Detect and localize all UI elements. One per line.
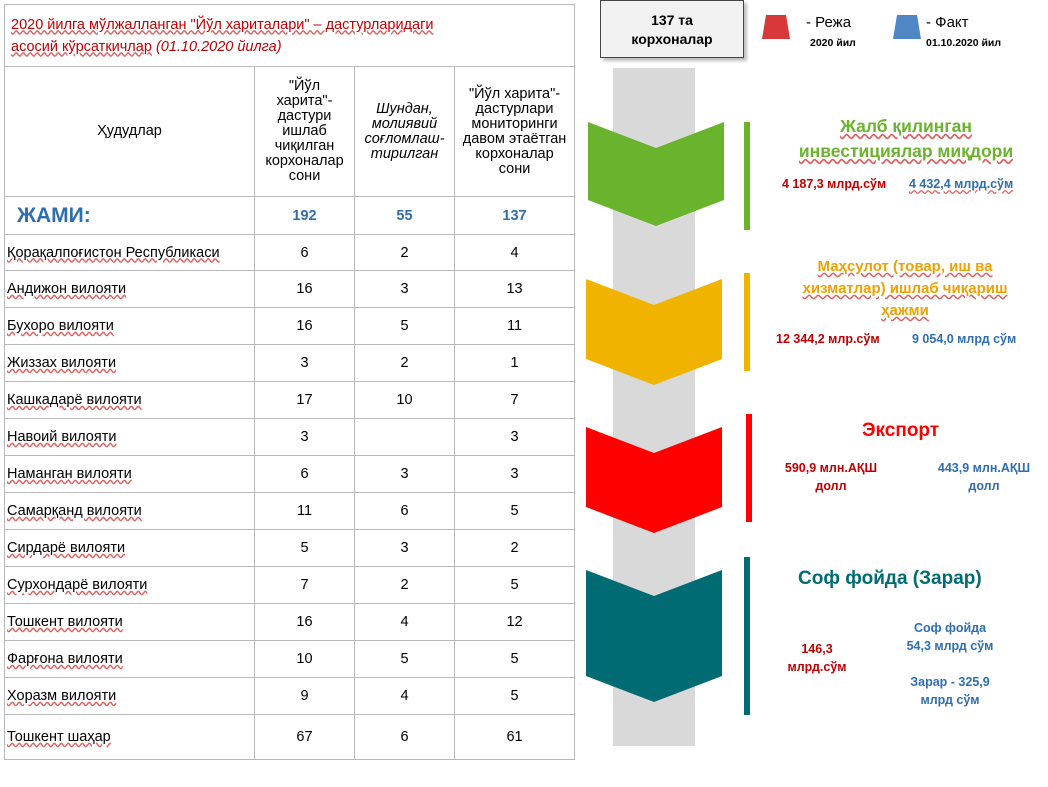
production-plan: 12 344,2 млр.сўм	[776, 332, 880, 346]
table-title-row	[5, 5, 575, 67]
col-header-roadmap-count: "Йўл харита"-дастури ишлаб чиқилган корхоналар сони	[255, 67, 355, 197]
table-row	[5, 271, 575, 308]
export-fact-value: 443,9 млн.АҚШ	[937, 461, 1031, 475]
legend-plan-label: - Режа	[806, 14, 852, 31]
recovered-count: 2	[355, 567, 455, 604]
recovered-count: 5	[355, 308, 455, 345]
recovered-count: 6	[355, 493, 455, 530]
divider-profit	[744, 557, 750, 715]
export-plan	[776, 459, 886, 495]
roadmap-count: 67	[255, 715, 355, 760]
table-row	[5, 678, 575, 715]
monitoring-count: 7	[455, 382, 575, 419]
monitoring-count: 11	[455, 308, 575, 345]
region-name: Фарғона вилояти	[5, 641, 255, 678]
profit-fact-net-value: 54,3 млрд сўм	[906, 639, 994, 653]
monitoring-count: 1	[455, 345, 575, 382]
investments-title	[770, 114, 1042, 164]
total-c1: 192	[255, 197, 355, 235]
table-row	[5, 235, 575, 271]
table-row	[5, 456, 575, 493]
profit-fact-net	[894, 619, 1006, 655]
profit-fact-loss-unit: млрд сўм	[920, 693, 980, 707]
export-title: Экспорт	[862, 420, 940, 441]
table-header-row	[5, 67, 575, 197]
legend-fact-date: 01.10.2020 йил	[926, 37, 1002, 49]
legend-plan-swatch	[762, 15, 790, 39]
profit-title: Соф фойда (Зарар)	[798, 568, 982, 589]
profit-fact-net-label: Соф фойда	[913, 621, 987, 635]
table-body	[5, 235, 575, 760]
export-plan-value: 590,9 млн.АҚШ	[784, 461, 878, 475]
roadmap-count: 5	[255, 530, 355, 567]
profit-plan-value: 146,3	[801, 642, 833, 656]
table-row	[5, 567, 575, 604]
region-name: Сирдарё вилояти	[5, 530, 255, 567]
table-row	[5, 308, 575, 345]
chevron-export	[586, 423, 722, 535]
roadmap-count: 10	[255, 641, 355, 678]
recovered-count	[355, 419, 455, 456]
divider-investments	[744, 122, 750, 230]
monitoring-count: 5	[455, 641, 575, 678]
recovered-count: 3	[355, 456, 455, 493]
chevron-investments	[588, 118, 724, 228]
col-header-recovered: Шундан, молиявий соғломлаш-тирилган	[355, 67, 455, 197]
monitoring-count: 61	[455, 715, 575, 760]
recovered-count: 5	[355, 641, 455, 678]
companies-label: корхоналар	[631, 31, 713, 47]
title-line1: 2020 йилга мўлжалланган "Йўл хариталари" – дастурларидаги	[11, 16, 434, 33]
chevron-profit	[586, 566, 722, 706]
col-header-monitoring: "Йўл харита"-дастурлари мониторинги давом этаётган корхоналар сони	[455, 67, 575, 197]
production-title-line1: Маҳсулот (товар, иш ва	[817, 258, 993, 275]
legend-fact-label: - Факт	[926, 14, 969, 31]
table-row	[5, 493, 575, 530]
region-name: Сурхондарё вилояти	[5, 567, 255, 604]
roadmap-count: 16	[255, 308, 355, 345]
region-name: Самарқанд вилояти	[5, 493, 255, 530]
export-fact-unit: долл	[968, 479, 1000, 493]
roadmap-count: 6	[255, 235, 355, 271]
production-title-line3: ҳажми	[881, 302, 929, 319]
table-row	[5, 604, 575, 641]
total-label: ЖАМИ:	[5, 197, 255, 235]
profit-plan	[782, 640, 852, 676]
roadmap-count: 3	[255, 419, 355, 456]
monitoring-count: 3	[455, 456, 575, 493]
regions-table	[4, 4, 575, 760]
roadmap-count: 3	[255, 345, 355, 382]
roadmap-count: 11	[255, 493, 355, 530]
profit-fact-loss	[894, 673, 1006, 709]
table-row	[5, 530, 575, 567]
regions-table-wrapper	[4, 4, 574, 760]
companies-count: 137 та	[651, 12, 693, 28]
roadmap-count: 7	[255, 567, 355, 604]
investments-title-line2: инвестициялар миқдори	[798, 141, 1014, 161]
recovered-count: 3	[355, 271, 455, 308]
recovered-count: 3	[355, 530, 455, 567]
monitoring-count: 13	[455, 271, 575, 308]
legend-fact-swatch	[893, 15, 921, 39]
total-c2: 55	[355, 197, 455, 235]
roadmap-count: 6	[255, 456, 355, 493]
investments-plan: 4 187,3 млрд.сўм	[782, 177, 887, 191]
total-row	[5, 197, 575, 235]
region-name: Қорақалпоғистон Республикаси	[5, 235, 255, 271]
production-title	[770, 256, 1040, 322]
region-name: Тошкент вилояти	[5, 604, 255, 641]
table-row	[5, 345, 575, 382]
title-date: (01.10.2020 йилга)	[155, 38, 282, 55]
legend-plan-year: 2020 йил	[810, 37, 856, 49]
monitoring-count: 5	[455, 567, 575, 604]
monitoring-count: 2	[455, 530, 575, 567]
monitoring-count: 5	[455, 493, 575, 530]
chevron-production	[586, 275, 722, 387]
region-name: Жиззах вилояти	[5, 345, 255, 382]
roadmap-count: 17	[255, 382, 355, 419]
region-name: Кашкадарё вилояти	[5, 382, 255, 419]
table-row	[5, 641, 575, 678]
recovered-count: 2	[355, 235, 455, 271]
divider-export	[746, 414, 752, 522]
roadmap-count: 16	[255, 604, 355, 641]
profit-fact-loss-value: Зарар - 325,9	[910, 675, 990, 689]
monitoring-count: 4	[455, 235, 575, 271]
table-row	[5, 419, 575, 456]
investments-fact: 4 432,4 млрд.сўм	[909, 177, 1014, 191]
recovered-count: 2	[355, 345, 455, 382]
col-header-region: Ҳудудлар	[5, 67, 255, 197]
region-name: Наманган вилояти	[5, 456, 255, 493]
recovered-count: 4	[355, 678, 455, 715]
region-name: Тошкент шаҳар	[5, 715, 255, 760]
table-row	[5, 382, 575, 419]
region-name: Навоий вилояти	[5, 419, 255, 456]
investments-title-line1: Жалб қилинган	[840, 116, 972, 136]
total-c3: 137	[455, 197, 575, 235]
monitoring-count: 3	[455, 419, 575, 456]
table-row	[5, 715, 575, 760]
table-title	[5, 5, 575, 67]
region-name: Андижон вилояти	[5, 271, 255, 308]
region-name: Бухоро вилояти	[5, 308, 255, 345]
profit-plan-unit: млрд.сўм	[787, 660, 847, 674]
monitoring-count: 12	[455, 604, 575, 641]
recovered-count: 4	[355, 604, 455, 641]
roadmap-count: 9	[255, 678, 355, 715]
region-name: Хоразм вилояти	[5, 678, 255, 715]
roadmap-count: 16	[255, 271, 355, 308]
title-line2: асосий кўрсаткичлар	[11, 38, 152, 55]
recovered-count: 10	[355, 382, 455, 419]
export-plan-unit: долл	[815, 479, 847, 493]
divider-production	[744, 273, 750, 371]
export-fact	[926, 459, 1042, 495]
monitoring-count: 5	[455, 678, 575, 715]
production-title-line2: хизматлар) ишлаб чиқариш	[802, 280, 1008, 297]
recovered-count: 6	[355, 715, 455, 760]
companies-count-box	[600, 0, 744, 58]
production-fact: 9 054,0 млрд сўм	[912, 332, 1017, 346]
